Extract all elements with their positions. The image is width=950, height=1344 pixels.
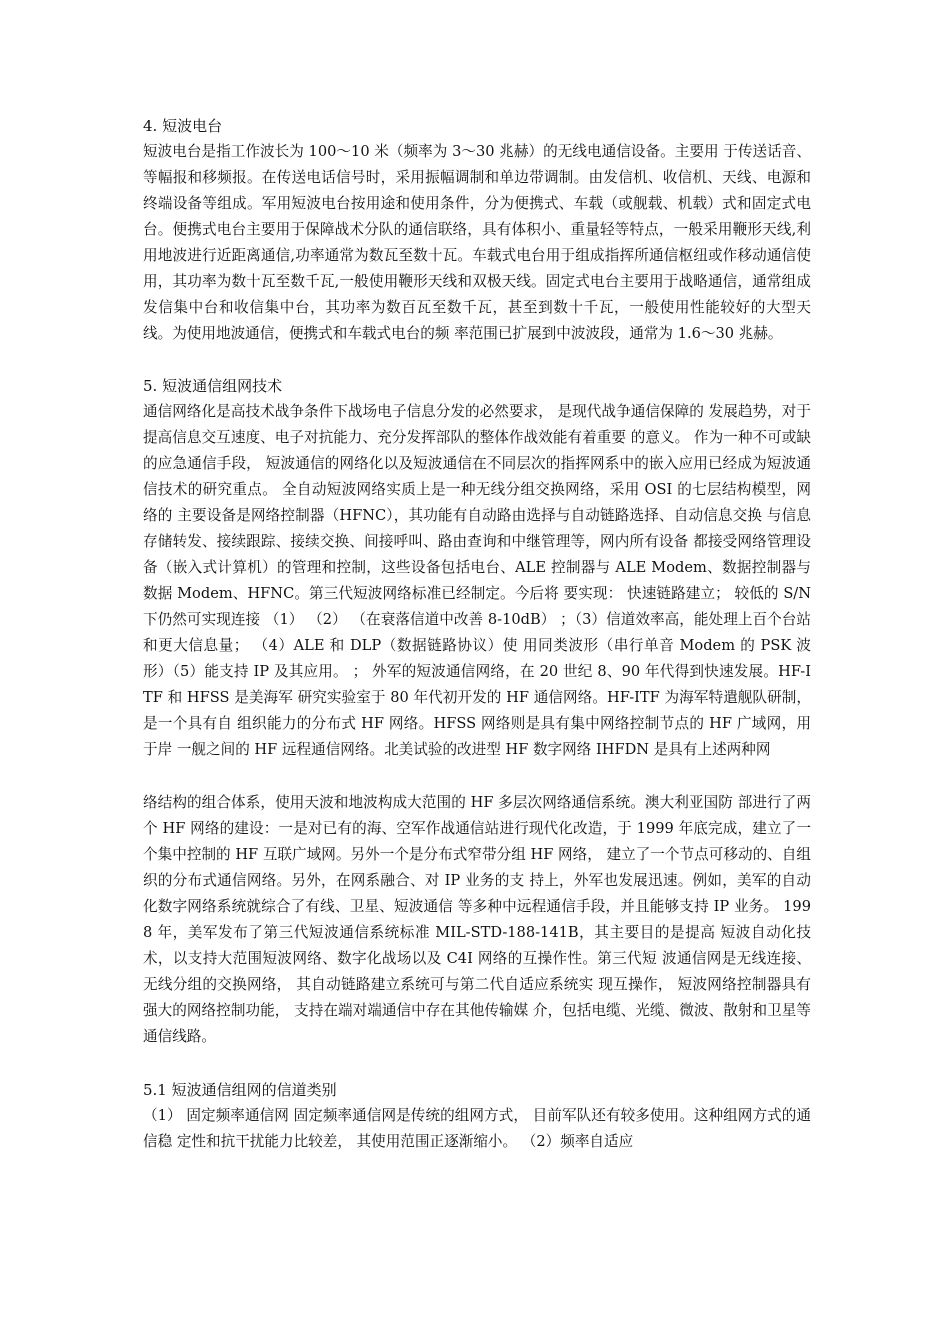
section-gap: [143, 1050, 811, 1077]
section-shortwave-radio: [143, 113, 811, 347]
section-gap: [143, 347, 811, 373]
section-heading: 5. 短波通信组网技术: [143, 377, 283, 395]
document-page: [143, 113, 811, 1155]
section-gap: [143, 763, 811, 790]
section-heading: 5.1 短波通信组网的信道类别: [143, 1081, 337, 1099]
section-heading: 4. 短波电台: [143, 117, 223, 135]
section-networking-technology: [143, 373, 811, 763]
section-paragraph: （1） 固定频率通信网 固定频率通信网是传统的组网方式， 目前军队还有较多使用。这种组网方式的通信稳 定性和抗干扰能力比较差， 其使用范围正逐渐缩小。 （2）频率自适应: [143, 1107, 811, 1150]
section-networking-continued: [143, 790, 811, 1050]
section-paragraph: 短波电台是指工作波长为 100～10 米（频率为 3～30 兆赫）的无线电通信设备。主要用 于传送话音、等幅报和移频报。在传送电话信号时，采用振幅调制和单边带调制。由发信机、收信机、天线、电源和终端设备等组成。军用短波电台按用途和使用条件，分为便携式、车载（或舰载、机载）式和固定式电台。便携式电台主要用于保障战术分队的通信联络，具有体积小、重量轻等特点，一般采用鞭形天线,利用地波进行近距离通信,功率通常为数瓦至数十瓦。车载式电台用于组成指挥所通信枢纽或作移动通信使用，其功率为数十瓦至数千瓦,一般使用鞭形天线和双极天线。固定式电台主要用于战略通信，通常组成发信集中台和收信集中台，其功率为数百瓦至数千瓦，甚至到数十千瓦，一般使用性能较好的大型天线。为使用地波通信，便携式和车载式电台的频 率范围已扩展到中波波段，通常为 1.6～30 兆赫。: [143, 143, 811, 342]
section-paragraph: 络结构的组合体系，使用天波和地波构成大范围的 HF 多层次网络通信系统。澳大利亚国防 部进行了两个 HF 网络的建设：一是对已有的海、空军作战通信站进行现代化改造，于 1999 年底完成，建立了一个集中控制的 HF 互联广域网。另外一个是分布式窄带分组 HF 网络， 建立了一个节点可移动的、自组织的分布式通信网络。另外，在网系融合、对 IP 业务的支 持上，外军也发展迅速。例如，美军的自动化数字网络系统就综合了有线、卫星、短波通信 等多种中远程通信手段，并且能够支持 IP 业务。 1998 年，美军发布了第三代短波通信系统标准 MIL-STD-188-141B，其主要目的是提高 短波自动化技术，以支持大范围短波网络、数字化战场以及 C4I 网络的互操作性。第三代短 波通信网是无线连接、 无线分组的交换网络， 其自动链路建立系统可与第二代自适应系统实 现互操作， 短波网络控制器具有强大的网络控制功能， 支持在端对端通信中存在其他传输媒 介，包括电缆、光缆、微波、散射和卫星等通信线路。: [143, 794, 811, 1045]
section-channel-categories: [143, 1077, 811, 1155]
section-paragraph: 通信网络化是高技术战争条件下战场电子信息分发的必然要求， 是现代战争通信保障的 发展趋势，对于提高信息交互速度、电子对抗能力、充分发挥部队的整体作战效能有着重要 的意义。 作为一种不可或缺的应急通信手段， 短波通信的网络化以及短波通信在不同层次的指挥网系中的嵌入应用已经成为短波通信技术的研究重点。 全自动短波网络实质上是一种无线分组交换网络，采用 OSI 的七层结构模型，网络的 主要设备是网络控制器（HFNC），其功能有自动路由选择与自动链路选择、自动信息交换 与信息存储转发、接续跟踪、接续交换、间接呼叫、路由查询和中继管理等，网内所有设备 都接受网络管理设备（嵌入式计算机）的管理和控制，这些设备包括电台、ALE 控制器与 ALE Modem、数据控制器与数据 Modem、HFNC。第三代短波网络标准已经制定。今后将 要实现： 快速链路建立； 较低的 S/N 下仍然可实现连接 （1） （2） （在衰落信道中改善 8-10dB） ；（3）信道效率高，能处理上百个台站和更大信息量； （4）ALE 和 DLP（数据链路协议）使 用同类波形（串行单音 Modem 的 PSK 波形）（5）能支持 IP 及其应用。 ； 外军的短波通信网络，在 20 世纪 8、90 年代得到快速发展。HF-ITF 和 HFSS 是美海军 研究实验室于 80 年代初开发的 HF 通信网络。HF-ITF 为海军特遣舰队研制，是一个具有自 组织能力的分布式 HF 网络。HFSS 网络则是具有集中网络控制节点的 HF 广域网，用于岸 一舰之间的 HF 远程通信网络。北美试验的改进型 HF 数字网络 IHFDN 是具有上述两种网: [143, 403, 811, 758]
